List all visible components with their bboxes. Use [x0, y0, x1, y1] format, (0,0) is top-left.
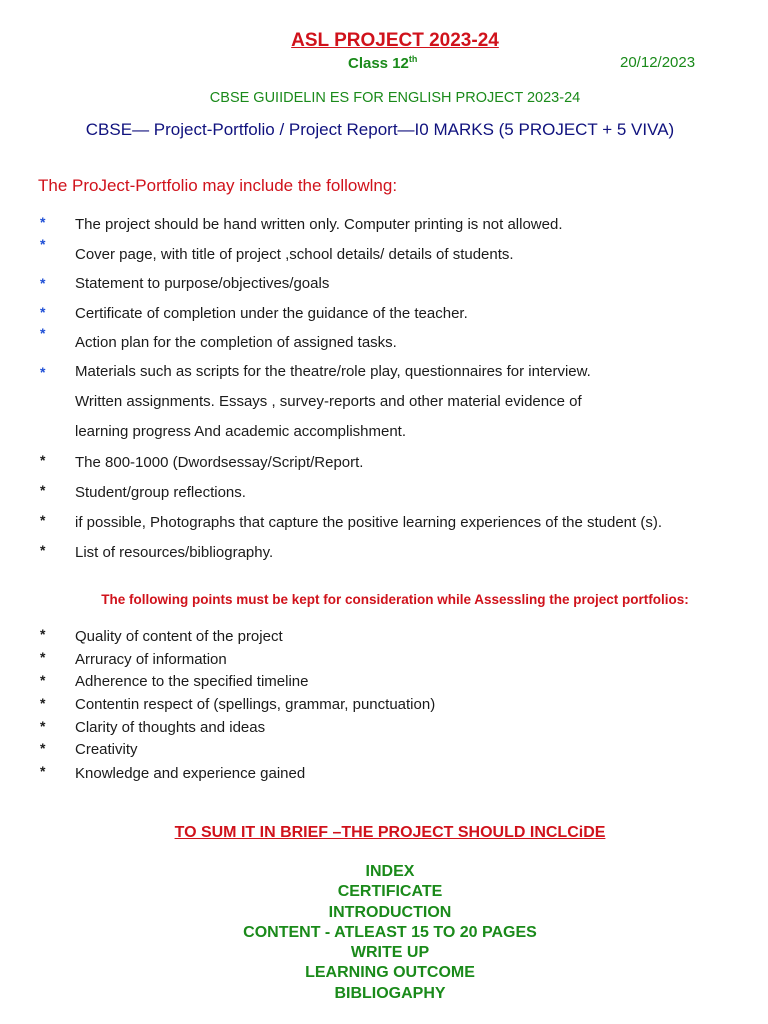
bullet-icon: *: [40, 236, 46, 252]
list-item-continuation: Written assignments. Essays , survey-reports and other material evidence of: [75, 393, 582, 410]
bullet-icon: *: [40, 626, 46, 642]
guidelines-title: CBSE GUIIDELIN ES FOR ENGLISH PROJECT 2023-24: [209, 90, 581, 106]
list-item: Action plan for the completion of assigned tasks.: [75, 334, 397, 351]
document-title: ASL PROJECT 2023-24: [291, 30, 499, 51]
bullet-icon: *: [40, 740, 46, 756]
bullet-icon: *: [40, 304, 46, 320]
list-item: Contentin respect of (spellings, grammar, punctuation): [75, 696, 436, 713]
bullet-icon: *: [40, 325, 46, 341]
list-item: List of resources/bibliography.: [75, 544, 274, 561]
list-item: Cover page, with title of project ,school details/ details of students.: [75, 246, 514, 263]
list-item: Knowledge and experience gained: [75, 765, 306, 782]
summary-item: LEARNING OUTCOME: [305, 964, 475, 981]
list-item: Arruracy of information: [75, 651, 227, 668]
assessment-heading: The following points must be kept for consideration while Assessling the project portfolios:: [101, 592, 689, 607]
bullet-icon: *: [40, 763, 46, 779]
summary-item: WRITE UP: [350, 944, 430, 961]
list-item: Adherence to the specified timeline: [75, 673, 309, 690]
bullet-icon: *: [40, 718, 46, 734]
class-label-text: Class 12: [348, 55, 409, 72]
list-item-continuation: learning progress And academic accomplishment.: [75, 423, 407, 440]
bullet-icon: *: [40, 542, 46, 558]
summary-item: INDEX: [365, 863, 415, 880]
summary-item: INTRODUCTION: [328, 904, 452, 921]
bullet-icon: *: [40, 672, 46, 688]
bullet-icon: *: [40, 512, 46, 528]
list-item: Statement to purpose/objectives/goals: [75, 275, 330, 292]
document-date: 20/12/2023: [620, 54, 696, 71]
bullet-icon: *: [40, 214, 46, 230]
bullet-icon: *: [40, 649, 46, 665]
summary-heading: TO SUM IT IN BRIEF –THE PROJECT SHOULD INCLCiDE: [174, 824, 606, 841]
class-label-superscript: th: [408, 54, 418, 64]
list-item: Certificate of completion under the guidance of the teacher.: [75, 305, 468, 322]
bullet-icon: *: [40, 364, 46, 380]
bullet-icon: *: [40, 695, 46, 711]
class-label: [348, 54, 417, 72]
marks-line: CBSE— Project-Portfolio / Project Report—I0 MARKS (5 PROJECT + 5 VIVA): [85, 120, 675, 139]
portfolio-heading: The ProJect-Portfolio may include the followlng:: [38, 176, 398, 195]
bullet-icon: *: [40, 452, 46, 468]
list-item: Student/group reflections.: [75, 484, 246, 501]
summary-item: CERTIFICATE: [337, 883, 443, 900]
list-item: if possible, Photographs that capture the positive learning experiences of the student (s).: [75, 514, 663, 531]
list-item: The 800-1000 (Dwordsessay/Script/Report.: [75, 454, 364, 471]
list-item: Clarity of thoughts and ideas: [75, 719, 266, 736]
summary-item: BIBLIOGAPHY: [334, 985, 446, 1002]
list-item: Creativity: [75, 741, 138, 758]
summary-item: CONTENT - ATLEAST 15 TO 20 PAGES: [243, 924, 537, 941]
list-item: The project should be hand written only. Computer printing is not allowed.: [75, 216, 563, 233]
bullet-icon: *: [40, 275, 46, 291]
bullet-icon: *: [40, 482, 46, 498]
list-item: Materials such as scripts for the theatre/role play, questionnaires for interview.: [75, 363, 591, 380]
list-item: Quality of content of the project: [75, 628, 283, 645]
